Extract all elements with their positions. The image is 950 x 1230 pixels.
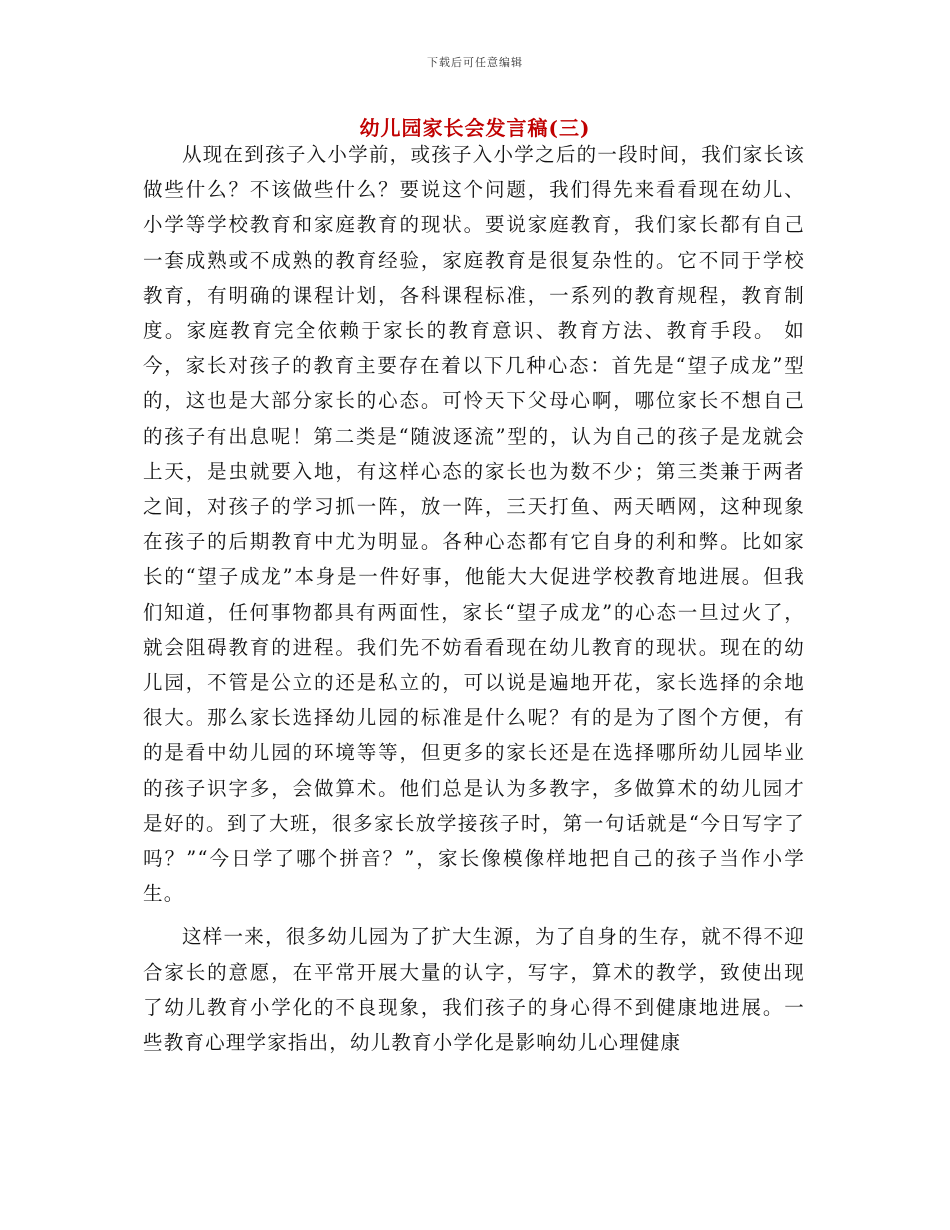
- paragraph-1: 从现在到孩子入小学前，或孩子入小学之后的一段时间，我们家长该做些什么？不该做些什么？要说这个问题，我们得先来看看现在幼儿、小学等学校教育和家庭教育的现状。要说家庭教育，我们家长都有自己一套成熟或不成熟的教育经验，家庭教育是很复杂性的。它不同于学校教育，有明确的课程计划，各科课程标准，一系列的教育规程，教育制度。家庭教育完全依赖于家长的教育意识、教育方法、教育手段。 如今，家长对孩子的教育主要存在着以下几种心态：首先是“望子成龙”型的，这也是大部分家长的心态。可怜天下父母心啊，哪位家长不想自己的孩子有出息呢！第二类是“随波逐流”型的，认为自己的孩子是龙就会上天，是虫就要入地，有这样心态的家长也为数不少；第三类兼于两者之间，对孩子的学习抓一阵，放一阵，三天打鱼、两天晒网，这种现象在孩子的后期教育中尤为明显。各种心态都有它自身的利和弊。比如家长的“望子成龙”本身是一件好事，他能大大促进学校教育地进展。但我们知道，任何事物都具有两面性，家长“望子成龙”的心态一旦过火了，就会阻碍教育的进程。我们先不妨看看现在幼儿教育的现状。现在的幼儿园，不管是公立的还是私立的，可以说是遍地开花，家长选择的余地很大。那么家长选择幼儿园的标准是什么呢？有的是为了图个方便，有的是看中幼儿园的环境等等，但更多的家长还是在选择哪所幼儿园毕业的孩子识字多，会做算术。他们总是认为多教字，多做算术的幼儿园才是好的。到了大班，很多家长放学接孩子时，第一句话就是“今日写字了吗？”“今日学了哪个拼音？”，家长像模像样地把自己的孩子当作小学生。: [143, 143, 805, 906]
- paragraph-2: 这样一来，很多幼儿园为了扩大生源，为了自身的生存，就不得不迎合家长的意愿，在平常开展大量的认字，写字，算术的教学，致使出现了幼儿教育小学化的不良现象，我们孩子的身心得不到健康地进展。一些教育心理学家指出，幼儿教育小学化是影响幼儿心理健康: [143, 925, 805, 1055]
- document-body: [143, 137, 805, 1060]
- document-title: 幼儿园家长会发言稿(三): [359, 116, 591, 140]
- page-header-note: 下载后可任意编辑: [427, 56, 523, 69]
